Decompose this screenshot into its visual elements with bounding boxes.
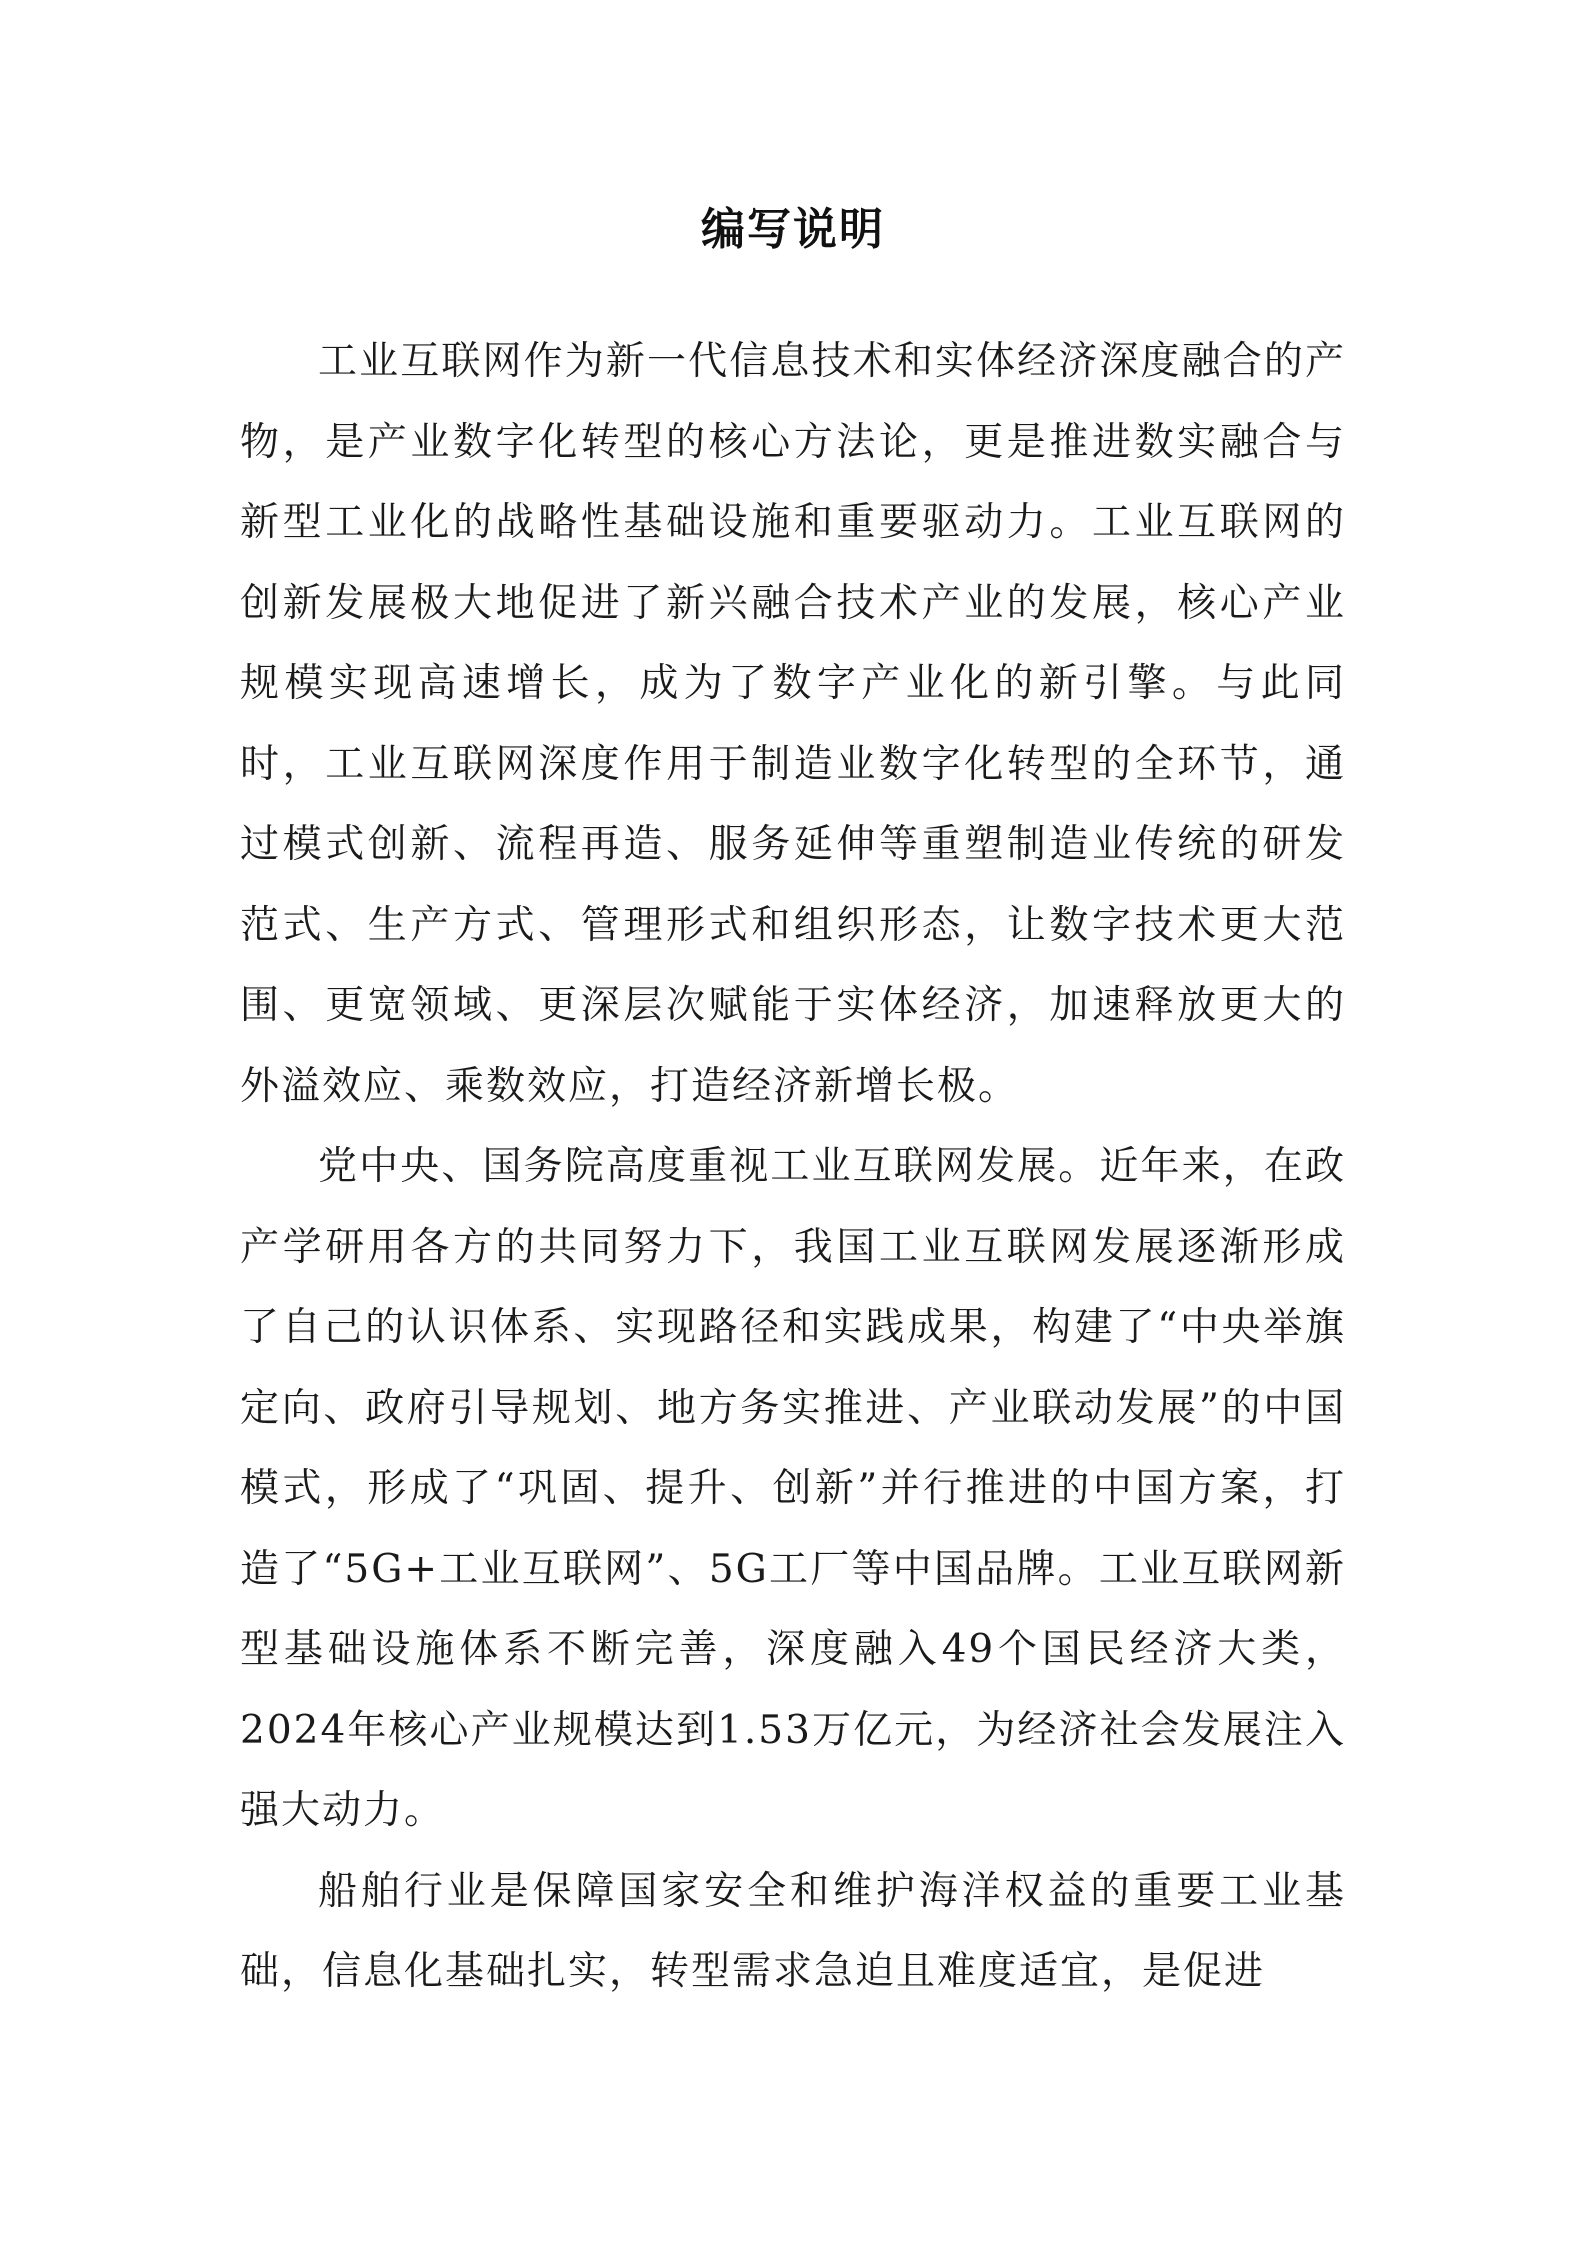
page-title: 编写说明 (701, 204, 885, 255)
paragraph-2: 党中央、国务院高度重视工业互联网发展。近年来，在政产学研用各方的共同努力下，我国工业互联网发展逐渐形成了自己的认识体系、实现路径和实践成果，构建了“中央举旗定向、政府引导规划、地方务实推进、产业联动发展”的中国模式，形成了“巩固、提升、创新”并行推进的中国方案，打造了“5G+工业互联网”、5G工厂等中国品牌。工业互联网新型基础设施体系不断完善，深度融入49个国民经济大类，2024年核心产业规模达到1.53万亿元，为经济社会发展注入强大动力。 (240, 1144, 1346, 1833)
paragraph-1: 工业互联网作为新一代信息技术和实体经济深度融合的产物，是产业数字化转型的核心方法论，更是推进数实融合与新型工业化的战略性基础设施和重要驱动力。工业互联网的创新发展极大地促进了新兴融合技术产业的发展，核心产业规模实现高速增长，成为了数字产业化的新引擎。与此同时，工业互联网深度作用于制造业数字化转型的全环节，通过模式创新、流程再造、服务延伸等重塑制造业传统的研发范式、生产方式、管理形式和组织形态，让数字技术更大范围、更宽领域、更深层次赋能于实体经济，加速释放更大的外溢效应、乘数效应，打造经济新增长极。 (240, 339, 1346, 1109)
paragraph-3: 船舶行业是保障国家安全和维护海洋权益的重要工业基础，信息化基础扎实，转型需求急迫且难度适宜，是促进 (240, 1868, 1346, 1994)
document-body (240, 322, 1346, 2013)
